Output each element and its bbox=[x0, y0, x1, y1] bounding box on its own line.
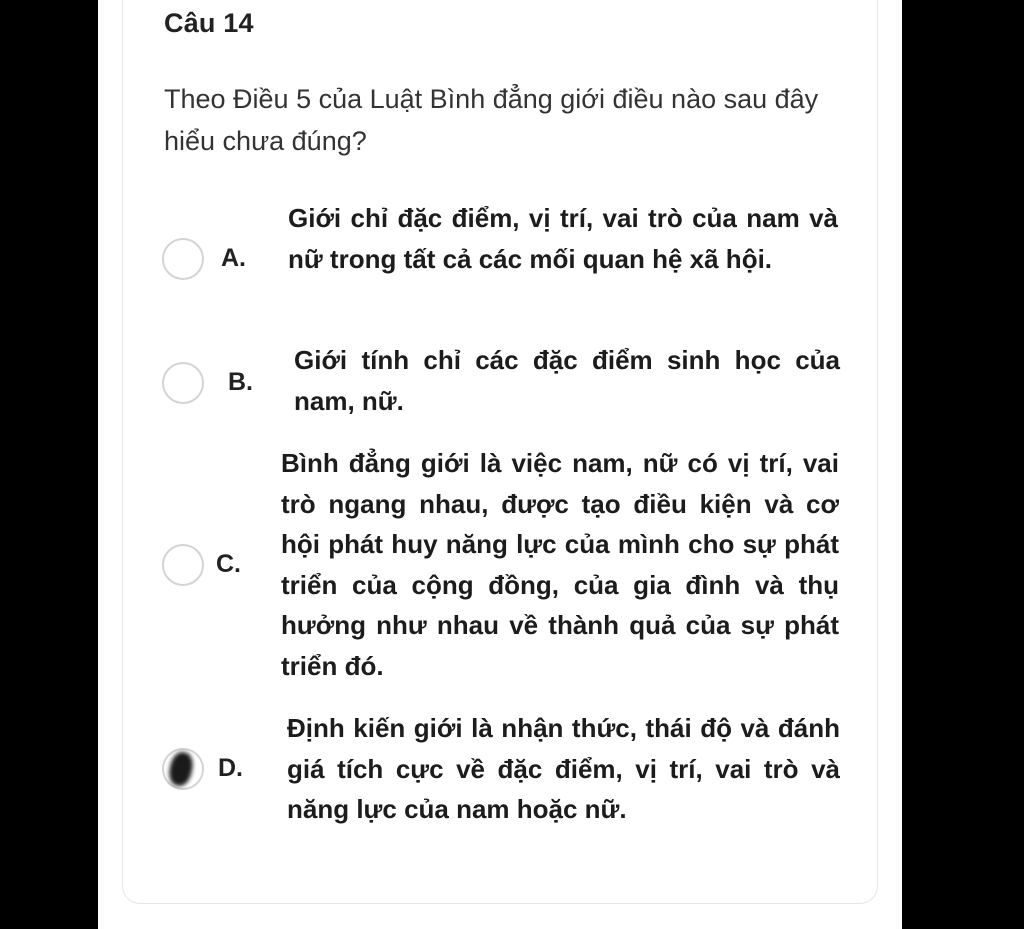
option-c[interactable] bbox=[98, 443, 902, 693]
option-b[interactable] bbox=[98, 340, 902, 430]
question-number: Câu 14 bbox=[164, 8, 254, 38]
option-b-letter: B. bbox=[228, 368, 253, 396]
option-a-text: Giới chỉ đặc điểm, vị trí, vai trò của nam và nữ trong tất cả các mối quan hệ xã hội. bbox=[288, 203, 838, 274]
option-b-text: Giới tính chỉ các đặc điểm sinh học của nam, nữ. bbox=[294, 345, 840, 416]
option-c-text: Bình đẳng giới là việc nam, nữ có vị trí, vai trò ngang nhau, được tạo điều kiện và cơ hội phát huy năng lực của mình cho sự phát triển của cộng đồng, của gia đình và thụ hưởng như nhau về thành quả của sự phát triển đó. bbox=[281, 448, 839, 681]
option-c-letter: C. bbox=[216, 550, 241, 578]
option-c-radio[interactable] bbox=[162, 544, 204, 586]
option-d-letter: D. bbox=[218, 754, 243, 782]
option-b-radio[interactable] bbox=[162, 362, 204, 404]
quiz-page bbox=[98, 0, 902, 929]
question-text: Theo Điều 5 của Luật Bình đẳng giới điều nào sau đây hiểu chưa đúng? bbox=[164, 84, 819, 156]
option-d-text: Định kiến giới là nhận thức, thái độ và đánh giá tích cực về đặc điểm, vị trí, vai trò và năng lực của nam hoặc nữ. bbox=[287, 713, 840, 824]
option-a-letter: A. bbox=[221, 244, 246, 272]
option-a[interactable] bbox=[98, 198, 902, 328]
option-a-radio[interactable] bbox=[162, 238, 204, 280]
option-d[interactable] bbox=[98, 708, 902, 838]
